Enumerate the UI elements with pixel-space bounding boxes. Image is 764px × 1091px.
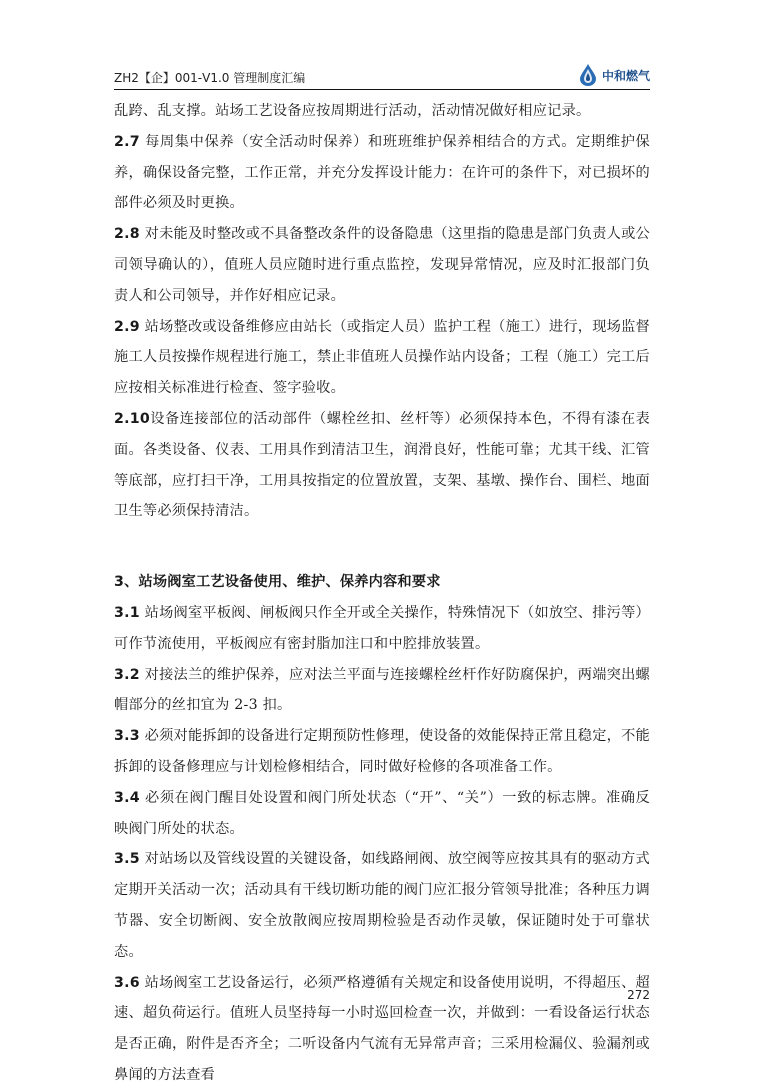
gas-drop-logo-icon	[577, 63, 599, 87]
page-number: 272	[627, 988, 650, 1002]
section-gap	[114, 527, 650, 567]
header-title: ZH2【企】001-V1.0 管理制度汇编	[114, 71, 306, 85]
clause-number: 2.8	[114, 226, 140, 243]
paragraph: 乱跨、乱支撑。站场工艺设备应按周期进行活动，活动情况做好相应记录。	[114, 103, 591, 119]
paragraph: 3.5 对站场以及管线设置的关键设备，如线路闸阀、放空阀等应按其具有的驱动方式定期开关活动一次；活动具有干线切断功能的阀门应汇报分管领导批准；各种压力调节器、安全切断阀、安全放散阀应按周期检验是否动作灵敏，保证随时处于可靠状态。	[114, 851, 650, 960]
paragraph: 3.1 站场阀室平板阀、闸板阀只作全开或全关操作，特殊情况下（如放空、排污等）可作节流使用，平板阀应有密封脂加注口和中腔排放装置。	[114, 604, 650, 652]
clause-number: 3.4	[114, 789, 140, 806]
clause-number: 2.10	[114, 410, 151, 427]
clause-number: 2.7	[114, 133, 140, 150]
company-logo	[577, 62, 650, 88]
section-heading: 3、站场阀室工艺设备使用、维护、保养内容和要求	[114, 574, 441, 591]
paragraph: 3.3 必须对能拆卸的设备进行定期预防性修理，使设备的效能保持正常且稳定，不能拆卸的设备修理应与计划检修相结合，同时做好检修的各项准备工作。	[114, 728, 650, 775]
clause-number: 3.2	[114, 666, 140, 683]
page-header	[114, 62, 650, 92]
clause-number: 3.1	[114, 604, 140, 621]
header-rule	[114, 89, 650, 90]
clause-number: 2.9	[114, 318, 140, 335]
paragraph: 2.7 每周集中保养（安全活动时保养）和班班维护保养相结合的方式。定期维护保养，确保设备完整，工作正常，并充分发挥设计能力：在许可的条件下，对已损坏的部件必须及时更换。	[114, 133, 650, 212]
clause-number: 3.6	[114, 974, 140, 991]
paragraph: 3.6 站场阀室工艺设备运行，必须严格遵循有关规定和设备使用说明，不得超压、超速、超负荷运行。值班人员坚持每一小时巡回检查一次，并做到：一看设备运行状态是否正确，附件是否齐全；二听设备内气流有无异常声音；三采用检漏仪、验漏剂或鼻闻的方法查看	[114, 974, 650, 1083]
paragraph: 3.2 对接法兰的维护保养，应对法兰平面与连接螺栓丝杆作好防腐保护，两端突出螺帽部分的丝扣宜为 2-3 扣。	[114, 666, 650, 714]
paragraph: 2.10设备连接部位的活动部件（螺栓丝扣、丝杆等）必须保持本色，不得有漆在表面。各类设备、仪表、工用具作到清洁卫生，润滑良好，性能可靠；尤其干线、汇管等底部，应打扫干净，工用具按指定的位置放置，支架、基墩、操作台、围栏、地面卫生等必须保持清洁。	[114, 410, 650, 520]
paragraph: 3.4 必须在阀门醒目处设置和阀门所处状态（“开”、“关”）一致的标志牌。准确反映阀门所处的状态。	[114, 789, 650, 837]
clause-number: 3.5	[114, 851, 140, 868]
paragraph: 2.8 对未能及时整改或不具备整改条件的设备隐患（这里指的隐患是部门负责人或公司领导确认的），值班人员应随时进行重点监控，发现异常情况，应及时汇报部门负责人和公司领导，并作好相应记录。	[114, 226, 650, 304]
document-body	[114, 96, 650, 1091]
clause-number: 3.3	[114, 728, 140, 745]
logo-text: 中和燃气	[601, 68, 650, 83]
paragraph: 2.9 站场整改或设备维修应由站长（或指定人员）监护工程（施工）进行，现场监督施工人员按操作规程进行施工，禁止非值班人员操作站内设备；工程（施工）完工后应按相关标准进行检查、签字验收。	[114, 318, 650, 397]
